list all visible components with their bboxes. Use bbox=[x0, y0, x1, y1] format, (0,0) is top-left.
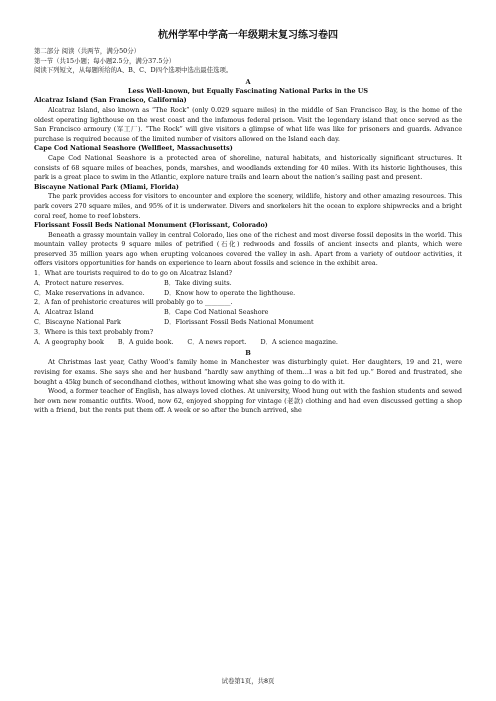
passage-b-paragraph: At Christmas last year, Cathy Wood’s family home in Manchester was disturbingly quiet. Her daughters, 19 and 21, were revising for exams. She says she and her husband “hardly saw anything of them…I was a bit fed up.” Bored and frustrated, she bought a 45kg bunch of secondhand clothes, without knowing what she was going to do with it. bbox=[34, 358, 462, 386]
question-stem: 2．A fan of prehistoric creatures will probably go to ________. bbox=[34, 298, 233, 307]
passage-a-title: Less Well-known, but Equally Fascinating National Parks in the US bbox=[128, 86, 368, 95]
park-description: Alcatraz Island, also known as “The Rock” (only 0.029 square miles) in the middle of San Francisco Bay, is the home of the oldest operating lighthouse on the west coast and the infamous federal prison. Visit the legendary island that once served as the San Francisco armoury (军工厂). “The Rock” will give visitors a glimpse of what life was like for prisoners and guards. Advance purchase is required because of the limited number of visitors allowed on the Island each day. bbox=[34, 105, 462, 143]
park-name: Biscayne National Park (Miami, Florida) bbox=[34, 182, 179, 191]
option: A．Alcatraz Island bbox=[34, 308, 94, 317]
question-stem: 1．What are tourists required to do to go on Alcatraz Island? bbox=[34, 269, 233, 278]
passage-b-label: B bbox=[245, 349, 251, 358]
option: A．A geography book bbox=[34, 337, 104, 346]
option: D．A science magazine. bbox=[260, 337, 338, 346]
park-description: Beneath a grassy mountain valley in central Colorado, lies one of the richest and most diverse fossil deposits in the world. This mountain valley protects 9 square miles of petrified (石化) redwoods and fossils of ancient insects and plants, which were preserved 35 million years ago when erupting volcanoes covered the valley in ash. Apart from a variety of outdoor activities, it offers visitors opportunities for hands on experience to learn about fossils and science in the exhibit area. bbox=[34, 230, 462, 268]
instruction-text: 阅读下列短文，从每题所给的A、B、C、D四个选项中选出最佳选项。 bbox=[34, 66, 233, 75]
option: B．A guide book. bbox=[117, 337, 174, 346]
exam-title: 杭州学军中学高一年级期末复习练习卷四 bbox=[158, 30, 338, 41]
option: B．Take diving suits. bbox=[164, 278, 232, 287]
option: C．Make reservations in advance. bbox=[34, 288, 145, 297]
page-footer: 试卷第1页，共8页 bbox=[221, 677, 275, 685]
question-options bbox=[34, 308, 462, 328]
option: D．Know how to operate the lighthouse. bbox=[164, 288, 296, 297]
part-heading: 第二部分 阅读（共两节，满分50分） bbox=[34, 47, 141, 55]
passage-b-paragraph: Wood, a former teacher of English, has always loved clothes. At university, Wood hung out with the fashion students and sewed her own new romantic outfits. Wood, now 62, enjoyed shopping for vintage (老款) clothing and had even discussed getting a shop with a friend, but the rents put them off. A week or so after the bunch arrived, she bbox=[34, 387, 462, 415]
option: A．Protect nature reserves. bbox=[34, 278, 124, 287]
question-stem: 3．Where is this text probably from? bbox=[34, 327, 154, 336]
park-description: The park provides access for visitors to encounter and explore the scenery, wildlife, history and other amazing resources. This park covers 270 square miles, and 95% of it is underwater. Divers and snorkelers hit the ocean to explore shipwrecks and a bright coral reef, home to reef lobsters. bbox=[34, 192, 462, 220]
option: D．Florissant Fossil Beds National Monument bbox=[164, 318, 314, 327]
park-name: Cape Cod National Seashore (Wellfleet, Massachusetts) bbox=[34, 144, 233, 153]
question-options bbox=[34, 338, 462, 348]
park-name: Alcatraz Island (San Francisco, California) bbox=[34, 96, 187, 105]
option: B．Cape Cod National Seashore bbox=[164, 308, 269, 317]
question-options bbox=[34, 279, 462, 299]
passage-a-label: A bbox=[245, 77, 251, 86]
park-name: Florissant Fossil Beds National Monument (Florissant, Colorado) bbox=[34, 221, 268, 230]
section-heading: 第一节（共15小题；每小题2.5分，满分37.5分） bbox=[34, 56, 176, 65]
option: C．A news report. bbox=[187, 337, 247, 346]
option: C．Biscayne National Park bbox=[34, 318, 121, 327]
park-description: Cape Cod National Seashore is a protected area of shoreline, natural habitats, and historically significant structures. It consists of 68 square miles of beaches, ponds, marshes, and woodlands extending for 40 miles. With its historic lighthouses, this park is a great place to swim in the Atlantic, explore nature trails and learn about the nation’s sailing past and present. bbox=[34, 153, 462, 182]
